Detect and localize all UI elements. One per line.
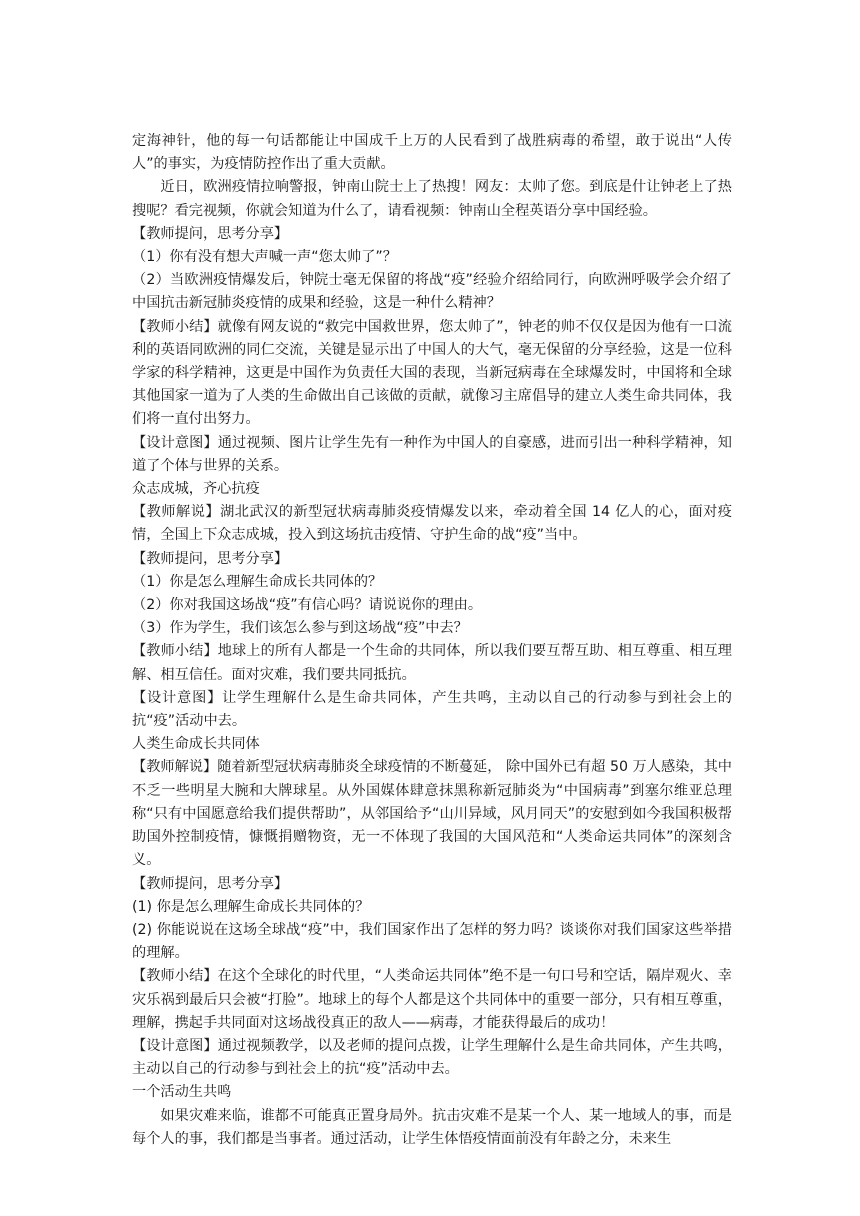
- paragraph: 定海神针，他的每一句话都能让中国成千上万的人民看到了战胜病毒的希望，敢于说出“人传人”的事实，为疫情防控作出了重大贡献。: [132, 133, 732, 173]
- section-heading: 一个活动生共鸣: [132, 1084, 232, 1101]
- section-label: 【教师提问，思考分享】: [132, 225, 289, 242]
- section-heading: 人类生命成长共同体: [132, 736, 260, 753]
- question-item: （2）当欧洲疫情爆发后，钟院士毫无保留的将战“疫”经验介绍给同行，向欧洲呼吸学会介绍了中国抗击新冠肺炎疫情的成果和经验，这是一种什么精神？: [132, 272, 732, 312]
- section-label: 【教师提问，思考分享】: [132, 550, 289, 567]
- paragraph: 【设计意图】通过视频教学，以及老师的提问点拨，让学生理解什么是生命共同体，产生共鸣，主动以自己的行动参与到社会上的抗“疫”活动中去。: [132, 1037, 732, 1078]
- question-item: （2）你对我国这场战“疫”有信心吗？请说说你的理由。: [132, 597, 483, 614]
- paragraph: 【教师解说】随着新型冠状病毒肺炎全球疫情的不断蔓延， 除中国外已有超 50 万人感染，其中不乏一些明星大腕和大牌球星。从外国媒体肆意抹黑称新冠肺炎为“中国病毒”到塞尔维亚总理称“只有中国愿意给我们提供帮助”，从邻国给予“山川异域，风月同天”的安慰到如今我国积极帮助国外控制疫情，慷慨捐赠物资，无一不体现了我国的大国风范和“人类命运共同体”的深刻含义。: [132, 759, 732, 869]
- paragraph: 如果灾难来临，谁都不可能真正置身局外。抗击灾难不是某一个人、某一地域人的事，而是每个人的事，我们都是当事者。通过活动，让学生体悟疫情面前没有年龄之分，未来生: [132, 1107, 732, 1147]
- paragraph: 【设计意图】让学生理解什么是生命共同体，产生共鸣，主动以自己的行动参与到社会上的抗“疫”活动中去。: [132, 689, 732, 730]
- question-item: （1）你有没有想大声喊一声“您太帅了”？: [132, 249, 397, 266]
- paragraph: 近日，欧洲疫情拉响警报，钟南山院士上了热搜！网友：太帅了您。到底是什让钟老上了热搜呢？看完视频，你就会知道为什么了，请看视频：钟南山全程英语分享中国经验。: [132, 179, 732, 219]
- question-item: （3）作为学生，我们该怎么参与到这场战“疫”中去？: [132, 620, 468, 637]
- section-label: 【教师提问，思考分享】: [132, 875, 289, 892]
- question-item: （1）你是怎么理解生命成长共同体的？: [132, 573, 383, 590]
- question-item: (1) 你是怎么理解生命成长共同体的？: [132, 898, 370, 915]
- paragraph: 【教师小结】地球上的所有人都是一个生命的共同体，所以我们要互帮互助、相互尊重、相互理解、相互信任。面对灾难，我们要共同抵抗。: [132, 643, 732, 683]
- paragraph: 【教师小结】在这个全球化的时代里，“人类命运共同体”绝不是一句口号和空话，隔岸观火、幸灾乐祸到最后只会被“打脸”。地球上的每个人都是这个共同体中的重要一部分，只有相互尊重，理解，携起手共同面对这场战役真正的敌人——病毒，才能获得最后的成功！: [132, 968, 732, 1031]
- section-heading: 众志成城，齐心抗疫: [132, 481, 260, 498]
- question-item: (2) 你能说说在这场全球战“疫”中，我们国家作出了怎样的努力吗？谈谈你对我们国家这些举措的理解。: [132, 921, 732, 962]
- paragraph: 【设计意图】通过视频、图片让学生先有一种作为中国人的自豪感，进而引出一种科学精神，知道了个体与世界的关系。: [132, 434, 732, 474]
- paragraph: 【教师小结】就像有网友说的“救完中国救世界，您太帅了”，钟老的帅不仅仅是因为他有一口流利的英语同欧洲的同仁交流，关键是显示出了中国人的大气，毫无保留的分享经验，这是一位科学家的科学精神，这更是中国作为负责任大国的表现，当新冠病毒在全球爆发时，中国将和全球其他国家一道为了人类的生命做出自己该做的贡献，就像习主席倡导的建立人类生命共同体，我们将一直付出努力。: [132, 318, 732, 428]
- paragraph: 【教师解说】湖北武汉的新型冠状病毒肺炎疫情爆发以来，牵动着全国 14 亿人的心，面对疫情，全国上下众志成城，投入到这场抗击疫情、守护生命的战“疫”当中。: [132, 504, 732, 544]
